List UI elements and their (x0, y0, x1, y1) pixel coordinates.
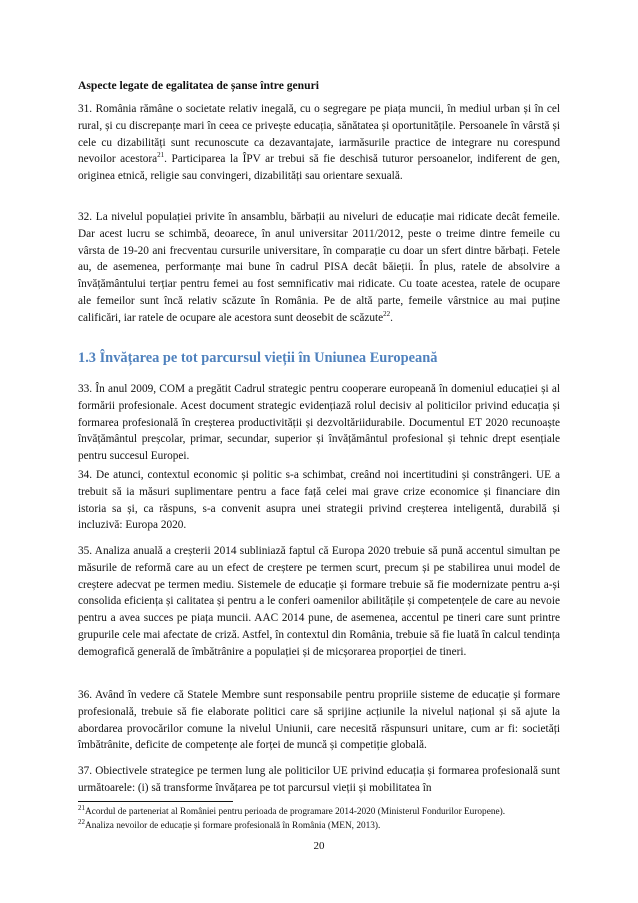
paragraph-35: 35. Analiza anuală a creșterii 2014 subliniază faptul că Europa 2020 trebuie să pună accentul simultan pe măsurile de reformă care au un efect de creștere pe termen scurt, precum și pe stabilirea unui model de creștere adecvat pe termen mediu. Sistemele de educație și formare trebuie să fie modernizate pentru a-și consolida eficiența și calitatea și pentru a le conferi oamenilor abilitățile și competențele de care au nevoie pentru a avea succes pe piața muncii. AAC 2014 pune, de asemenea, accentul pe tineri care sunt printre grupurile cele mai afectate de criză. Astfel, în contextul din România, trebuie să fie luată în calcul tendința demografică generală de îmbătrânire a populației și de micșorarea proporției de tineri. (78, 545, 560, 658)
paragraph-33: 33. În anul 2009, COM a pregătit Cadrul strategic pentru cooperare europeană în domeniul educației și al formării profesionale. Acest document strategic evidențiază rolul decisiv al politicilor privind educația și formarea profesională în creșterea productivității și dezvoltăriidurabile. Documentul ET 2020 recunoaște învățământul preșcolar, primar, secundar, superior și învățământul profesional și tehnic drept esențiale pentru succesul Europei. (78, 383, 560, 463)
page-number: 20 (313, 840, 325, 852)
footnote-21-text: Acordul de parteneriat al României pentru perioada de programare 2014-2020 (Ministerul Fondurilor Europene). (85, 807, 506, 817)
paragraph-32-text-b: . (390, 311, 393, 324)
footnote-ref-21[interactable]: 21 (157, 151, 165, 160)
paragraph-32-text-a: 32. La nivelul populației privite în ansamblu, bărbații au niveluri de educație mai ridicate decât femeile. Dar acest lucru se schimbă, deoarece, în anul universitar 2011/2012, peste o treime dintre femeile cu vârsta de 19-20 ani frecventau cursurile universitare, în comparație cu doar un sfert dintre bărbați. Fetele au, de asemenea, performanțe mai bune în cadrul PISA decât băieții. În plus, ratele de absolvire a învățământului terțiar pentru femei au fost semnificativ mai ridicate. Cu toate acestea, ratele de ocupare ale femeilor sunt încă relativ scăzute în România. Pe de altă parte, femeile vârstnice au mai puține calificări, iar ratele de ocupare ale acestora sunt deosebit de scăzute (78, 211, 560, 324)
footnote-22-text: Analiza nevoilor de educație și formare profesională în România (MEN, 2013). (85, 821, 381, 831)
footnote-number-21: 21 (78, 803, 85, 812)
paragraph-34: 34. De atunci, contextul economic și politic s-a schimbat, creând noi incertitudini și constrângeri. UE a trebuit să ia măsuri suplimentare pentru a face față celei mai grave crize economice și financiare din istoria sa și, ca răspuns, s-a convenit asupra unei strategii privind creșterea inteligentă, durabilă și incluzivă: Europa 2020. (78, 469, 560, 532)
paragraph-31-text-a: 31. România rămâne o societate relativ inegală, cu o segregare pe piața muncii, în mediul urban și în cel rural, și cu discrepanțe mari în ceea ce privește educația, sănătatea și oportunitățile. Persoanele în vârstă și cele cu dizabilități sunt recunoscute ca dezavantajate, iarmăsurile practice de integrare nu corespund nevoilor acestora (78, 103, 560, 166)
footnote-ref-22[interactable]: 22 (383, 310, 391, 319)
paragraph-31 (78, 101, 560, 185)
paragraph-37: 37. Obiectivele strategice pe termen lung ale politicilor UE privind educația și formarea profesională sunt următoarele: (i) să transforme învățarea pe tot parcursul vieții și mobilitatea în (78, 765, 560, 794)
footnote-22 (78, 817, 560, 832)
footnote-separator (78, 801, 233, 802)
footnote-21 (78, 803, 560, 818)
paragraph-36: 36. Având în vedere că Statele Membre sunt responsabile pentru propriile sisteme de educație și formare profesională, trebuie să fie elaborate politici care să sprijine acțiunile la nivelul național și să ajute la abordarea provocărilor comune la nivelul Uniunii, care necesită răspunsuri unitare, cum ar fi: societăți îmbătrânite, deficite de competențe ale forței de muncă și competiție globală. (78, 689, 560, 752)
paragraph-31-text-b: . Participarea la ÎPV ar trebui să fie deschisă tuturor persoanelor, indiferent de gen, originea etnică, religie sau convingeri, dizabilități sau orientare sexuală. (78, 153, 560, 183)
footnote-number-22: 22 (78, 817, 85, 826)
section-heading-gender-equality: Aspecte legate de egalitatea de șanse între genuri (78, 79, 319, 92)
paragraph-32 (78, 209, 560, 327)
section-title-1-3: 1.3 Învățarea pe tot parcursul vieții în Uniunea Europeană (78, 350, 438, 366)
